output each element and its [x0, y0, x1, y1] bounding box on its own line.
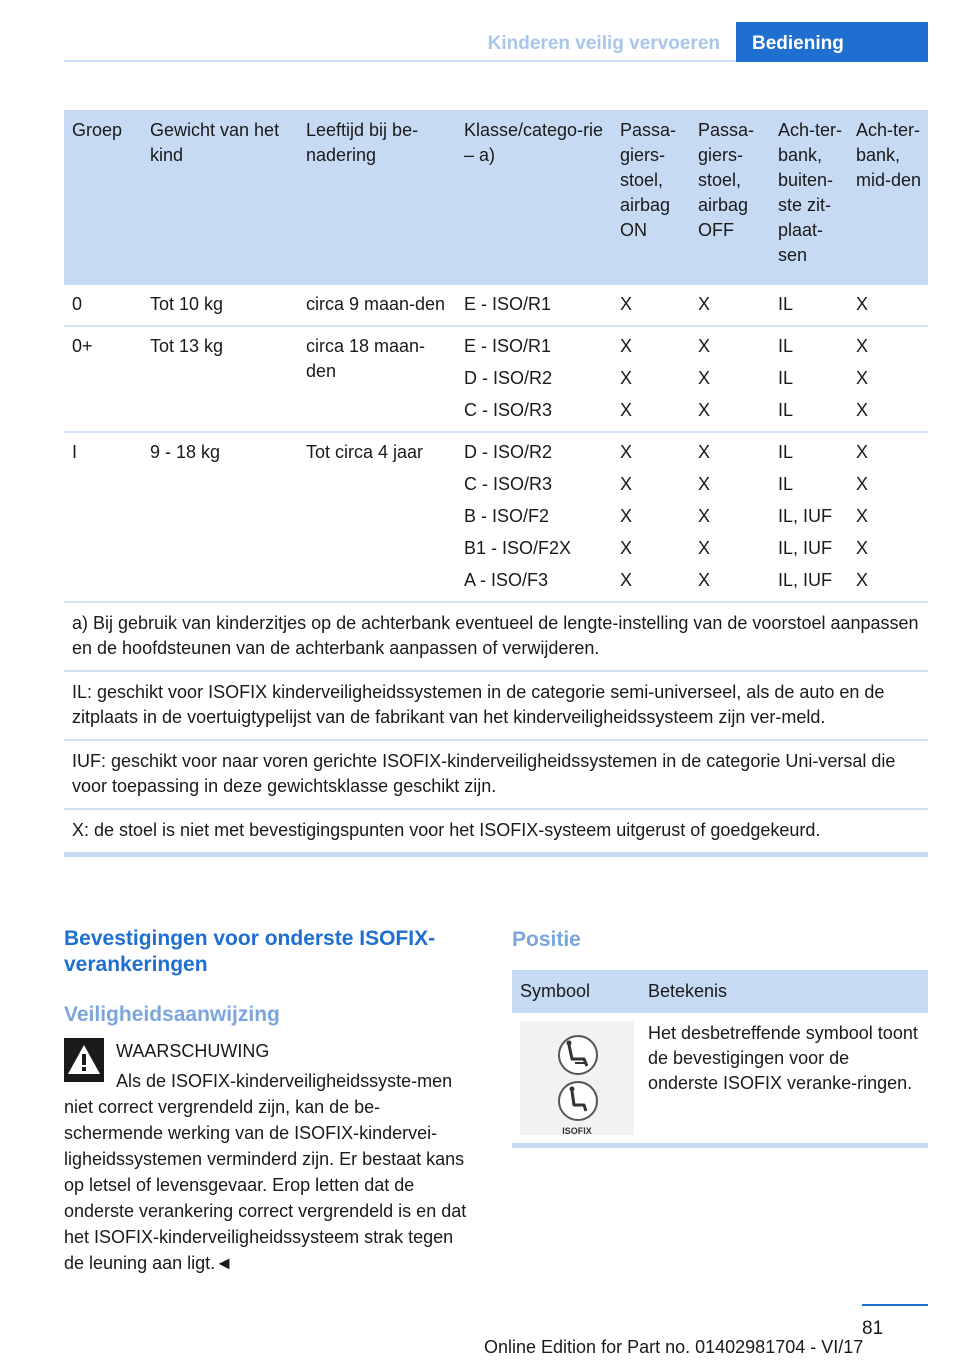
cell-airbag-off	[690, 432, 770, 602]
col-header-groep: Groep	[64, 110, 142, 285]
cell-line: X	[698, 538, 711, 558]
cell-line: IL	[778, 294, 794, 314]
cell-groep: 0	[64, 285, 142, 326]
isofix-symbol-box	[520, 1021, 634, 1135]
cell-line: X	[698, 570, 711, 590]
cell-line: X	[856, 368, 869, 388]
cell-line: X	[620, 442, 633, 462]
cell-line: X	[856, 336, 869, 356]
cell-line: X	[620, 400, 633, 420]
cell-line: X	[856, 400, 869, 420]
cell-line: X	[620, 336, 633, 356]
cell-gewicht: 9 - 18 kg	[142, 432, 298, 602]
cell-line: X	[856, 474, 869, 494]
cell-line: X	[698, 506, 711, 526]
cell-line: X	[698, 400, 711, 420]
cell-line: X	[698, 442, 711, 462]
cell-line: B - ISO/F2	[464, 506, 550, 526]
symbol-cell	[512, 1013, 640, 1146]
col-header-achterbank-buiten: Ach-ter-bank, buiten-ste zit-plaat-sen	[770, 110, 848, 285]
cell-klasse	[456, 326, 612, 432]
col-header-airbag-off: Passa-giers-stoel, airbag OFF	[690, 110, 770, 285]
col-header-gewicht: Gewicht van het kind	[142, 110, 298, 285]
cell-line: C - ISO/R3	[464, 400, 553, 420]
table-row	[64, 432, 928, 602]
cell-line: X	[856, 570, 869, 590]
cell-line: A - ISO/F3	[464, 570, 549, 590]
section-heading: Bevestigingen voor onderste ISOFIX-verankeringen	[64, 927, 436, 976]
cell-groep: I	[64, 432, 142, 602]
page-number: 81	[862, 1318, 884, 1339]
cell-line: D - ISO/R2	[464, 442, 553, 462]
table-note-row	[64, 602, 928, 671]
col-header-symbool: Symbool	[512, 970, 640, 1013]
cell-line: X	[856, 506, 869, 526]
cell-midden	[848, 285, 928, 326]
table-note: X: de stoel is niet met bevestigingspunten voor het ISOFIX-systeem uitgerust of goedgekeurd.	[64, 809, 928, 855]
cell-buiten	[770, 285, 848, 326]
cell-airbag-on	[612, 432, 690, 602]
cell-line: X	[620, 368, 633, 388]
header-chapter-tab: Bediening	[736, 22, 928, 62]
cell-line: X	[620, 570, 633, 590]
cell-leeftijd: circa 9 maan-den	[298, 285, 456, 326]
table-row	[64, 326, 928, 432]
isofix-position-table	[64, 110, 928, 857]
footer-rule	[862, 1304, 928, 1306]
cell-line: E - ISO/R1	[464, 294, 552, 314]
cell-airbag-on	[612, 326, 690, 432]
cell-midden	[848, 326, 928, 432]
cell-line: X	[856, 442, 869, 462]
cell-buiten	[770, 326, 848, 432]
cell-groep: 0+	[64, 326, 142, 432]
cell-line: X	[856, 538, 869, 558]
cell-line: IL	[778, 442, 794, 462]
col-header-achterbank-midden: Ach-ter-bank, mid-den	[848, 110, 928, 285]
warning-title: WAARSCHUWING	[116, 1041, 270, 1061]
symbol-table	[512, 970, 928, 1148]
warning-body: Als de ISOFIX-kinderveiligheidssyste-men niet correct vergrendeld zijn, kan de be-schermende werking van de ISOFIX-kindervei-ligheidssystemen verminderd zijn. Er bestaat kans op letsel of levensgevaar. Erop letten dat de onderste verankering correct vergrendeld is en dat het ISOFIX-kinderveiligheidssysteem strak tegen de leuning aan ligt.◄	[64, 1071, 467, 1273]
col-header-leeftijd: Leeftijd bij be-nadering	[298, 110, 456, 285]
col-header-klasse: Klasse/catego-rie – a)	[456, 110, 612, 285]
cell-line: X	[698, 336, 711, 356]
cell-gewicht: Tot 13 kg	[142, 326, 298, 432]
table-note: IUF: geschikt voor naar voren gerichte ISOFIX-kinderveiligheidssystemen in de categorie Uni-versal die voor toepassing in deze gewichtsklasse geschikt zijn.	[64, 740, 928, 809]
cell-line: IL	[778, 474, 794, 494]
cell-line: IL, IUF	[778, 538, 833, 558]
table-note: a) Bij gebruik van kinderzitjes op de achterbank eventueel de lengte-instelling van de voorstoel aanpassen en de hoofdsteunen van de achterbank aanpassen of verwijderen.	[64, 602, 928, 671]
symbol-table-header	[512, 970, 928, 1013]
isofix-symbol-label: ISOFIX	[562, 1126, 592, 1136]
table-note-row	[64, 809, 928, 855]
cell-buiten	[770, 432, 848, 602]
cell-airbag-off	[690, 326, 770, 432]
table-row	[512, 1013, 928, 1146]
cell-klasse	[456, 432, 612, 602]
cell-midden	[848, 432, 928, 602]
cell-line: X	[856, 294, 869, 314]
cell-line: X	[620, 506, 633, 526]
cell-klasse	[456, 285, 612, 326]
col-header-airbag-on: Passa-giers-stoel, airbag ON	[612, 110, 690, 285]
cell-line: E - ISO/R1	[464, 336, 552, 356]
meaning-cell: Het desbetreffende symbool toont de bevestigingen voor de onderste ISOFIX veranke-ringen.	[640, 1013, 928, 1146]
isofix-anchor-icon	[520, 1021, 634, 1135]
cell-line: IL	[778, 400, 794, 420]
table-note: IL: geschikt voor ISOFIX kinderveiligheidssystemen in de categorie semi-universeel, als de auto en de zitplaats in de voertuigtypelijst van de fabrikant van het kinderveiligheidssysteem zijn ver-meld.	[64, 671, 928, 740]
cell-line: X	[698, 294, 711, 314]
cell-line: B1 - ISO/F2X	[464, 538, 572, 558]
cell-airbag-off	[690, 285, 770, 326]
subsection-heading: Veiligheidsaanwijzing	[64, 1003, 280, 1026]
header-section-title: Kinderen veilig vervoeren	[487, 33, 720, 54]
col-header-betekenis: Betekenis	[640, 970, 928, 1013]
edition-note: Online Edition for Part no. 01402981704 - VI/17	[484, 1337, 864, 1357]
cell-line: D - ISO/R2	[464, 368, 553, 388]
cell-line: IL	[778, 368, 794, 388]
cell-airbag-on	[612, 285, 690, 326]
cell-leeftijd: Tot circa 4 jaar	[298, 432, 456, 602]
table-header-row	[64, 110, 928, 285]
cell-line: X	[698, 368, 711, 388]
table-note-row	[64, 671, 928, 740]
table-row	[64, 285, 928, 326]
cell-gewicht: Tot 10 kg	[142, 285, 298, 326]
cell-line: C - ISO/R3	[464, 474, 553, 494]
cell-line: X	[620, 538, 633, 558]
page-header	[64, 22, 928, 62]
table-note-row	[64, 740, 928, 809]
cell-line: X	[698, 474, 711, 494]
position-heading: Positie	[512, 928, 581, 951]
cell-line: X	[620, 474, 633, 494]
cell-line: IL	[778, 336, 794, 356]
cell-line: IL, IUF	[778, 506, 833, 526]
cell-line: IL, IUF	[778, 570, 833, 590]
cell-line: X	[620, 294, 633, 314]
cell-leeftijd: circa 18 maan-den	[298, 326, 456, 432]
